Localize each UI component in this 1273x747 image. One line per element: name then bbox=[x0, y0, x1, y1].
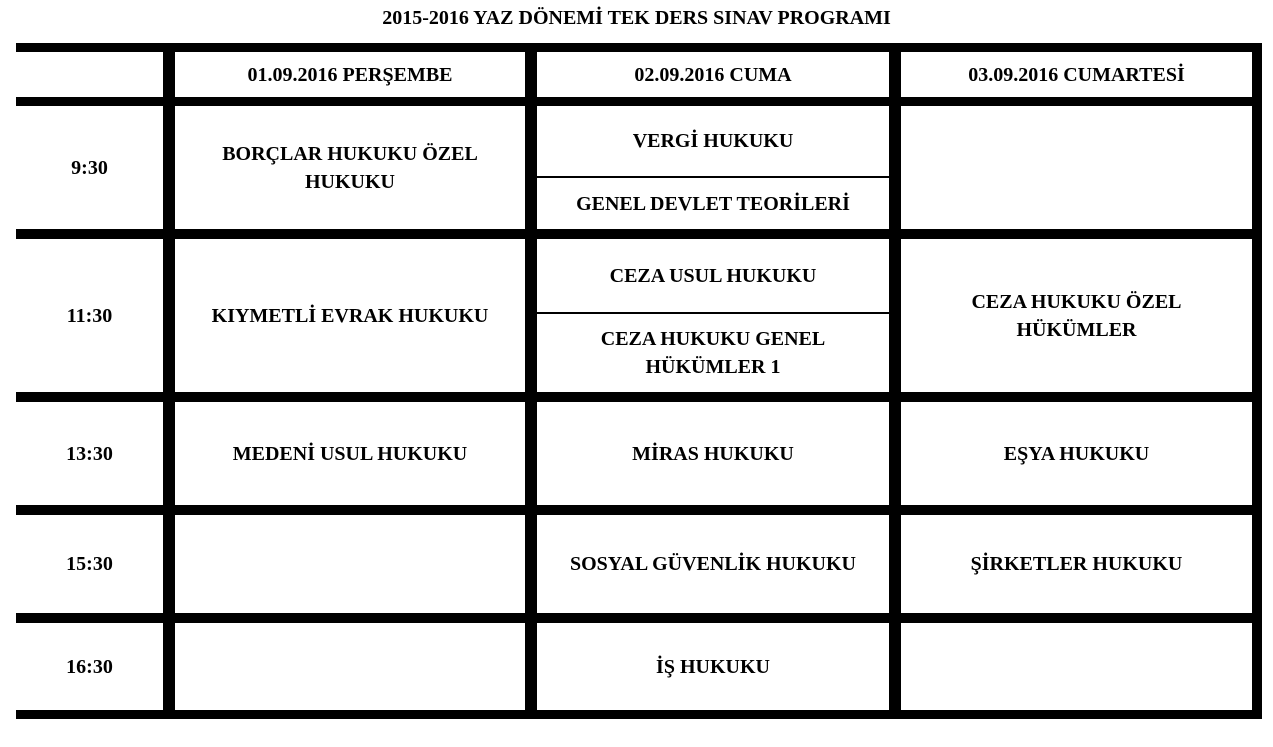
exam-cell-1130-day2-lower bbox=[537, 314, 889, 392]
exam-cell-1330-day2 bbox=[537, 402, 889, 505]
header-day-1-label: 01.09.2016 PERŞEMBE bbox=[247, 63, 453, 86]
time-label-1330: 13:30 bbox=[66, 442, 113, 465]
exam-name: CEZA USUL HUKUKU bbox=[609, 264, 817, 287]
time-label-1530: 15:30 bbox=[66, 553, 113, 575]
time-cell-1330 bbox=[16, 402, 163, 505]
exam-name: CEZA HUKUKU GENEL HÜKÜMLER 1 bbox=[600, 328, 826, 378]
exam-name: ŞİRKETLER HUKUKU bbox=[970, 553, 1183, 575]
time-cell-1630 bbox=[16, 623, 163, 710]
exam-cell-1530-day2 bbox=[537, 515, 889, 613]
page-title: 2015-2016 YAZ DÖNEMİ TEK DERS SINAV PROGRAMI bbox=[382, 7, 891, 29]
exam-cell-1630-day3 bbox=[901, 623, 1252, 710]
header-day-1 bbox=[175, 52, 525, 97]
exam-cell-1130-day2-upper bbox=[537, 239, 889, 312]
exam-cell-1530-day1 bbox=[175, 515, 525, 613]
exam-name: BORÇLAR HUKUKU ÖZEL HUKUKU bbox=[222, 142, 478, 193]
exam-name: MEDENİ USUL HUKUKU bbox=[232, 442, 468, 465]
exam-schedule-table bbox=[16, 43, 1262, 719]
exam-cell-1630-day1 bbox=[175, 623, 525, 710]
time-label-1630: 16:30 bbox=[66, 655, 113, 678]
time-cell-0930 bbox=[16, 106, 163, 229]
exam-name: SOSYAL GÜVENLİK HUKUKU bbox=[570, 553, 856, 575]
exam-name: İŞ HUKUKU bbox=[656, 655, 770, 678]
time-cell-1130 bbox=[16, 239, 163, 392]
header-day-3-label: 03.09.2016 CUMARTESİ bbox=[968, 63, 1185, 86]
exam-name: EŞYA HUKUKU bbox=[1003, 442, 1150, 465]
exam-cell-1130-day1 bbox=[175, 239, 525, 392]
exam-cell-1130-day3 bbox=[901, 239, 1252, 392]
exam-cell-0930-day3 bbox=[901, 106, 1252, 229]
exam-cell-1330-day3 bbox=[901, 402, 1252, 505]
exam-cell-0930-day1 bbox=[175, 106, 525, 229]
exam-cell-1530-day3 bbox=[901, 515, 1252, 613]
header-day-2-label: 02.09.2016 CUMA bbox=[634, 63, 792, 86]
exam-cell-1630-day2 bbox=[537, 623, 889, 710]
exam-cell-0930-day2-lower bbox=[537, 178, 889, 229]
header-day-2 bbox=[537, 52, 889, 97]
exam-name: GENEL DEVLET TEORİLERİ bbox=[576, 192, 850, 215]
time-label-0930: 9:30 bbox=[71, 156, 108, 179]
exam-name: MİRAS HUKUKU bbox=[632, 442, 794, 465]
exam-name: KIYMETLİ EVRAK HUKUKU bbox=[211, 304, 489, 327]
time-cell-1530 bbox=[16, 515, 163, 613]
header-day-3 bbox=[901, 52, 1252, 97]
exam-name: VERGİ HUKUKU bbox=[632, 130, 794, 152]
time-label-1130: 11:30 bbox=[66, 304, 113, 327]
exam-cell-0930-day2-upper bbox=[537, 106, 889, 176]
header-corner-cell bbox=[16, 52, 163, 97]
exam-name: CEZA HUKUKU ÖZEL HÜKÜMLER bbox=[971, 290, 1182, 341]
exam-cell-1330-day1 bbox=[175, 402, 525, 505]
